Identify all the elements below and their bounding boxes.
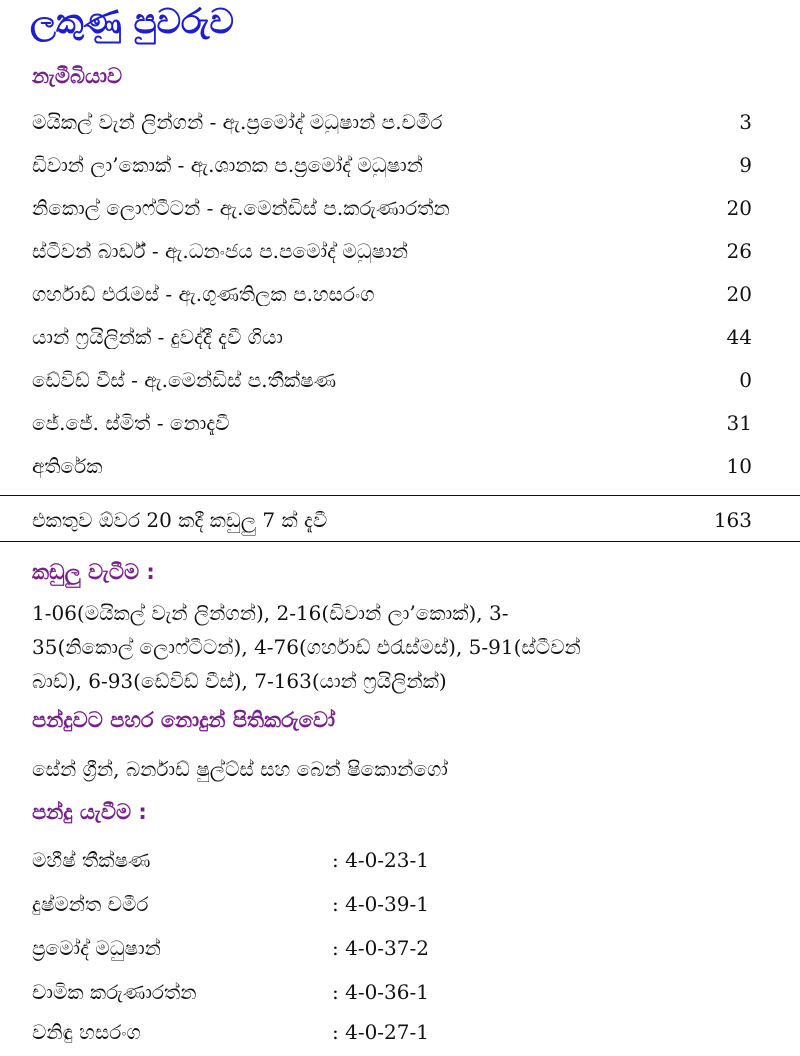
batting-row	[32, 231, 752, 271]
batting-row	[32, 403, 752, 443]
total-row	[32, 500, 752, 540]
bowler-name: මහීෂ් තීක්ෂණ	[32, 848, 151, 872]
extras-label: අතිරේක	[32, 454, 103, 478]
batting-row	[32, 317, 752, 357]
batting-row	[32, 145, 752, 185]
bowling-row	[32, 972, 732, 1012]
bowler-figures: : 4-0-27-1	[332, 1020, 429, 1044]
bowler-name: දුෂ්මන්ත චමීර	[32, 892, 149, 916]
total-label: එකතුව ඕවර 20 කදී කඩුලු 7 ක් දැවී	[32, 508, 328, 532]
bowling-row	[32, 884, 732, 924]
batting-row	[32, 102, 752, 142]
did-not-bat-text: සේන් ග්‍රීන්, බර්නාඩ් ෂුල්ට්ස් සහ බෙන් ෂිකොන්ගෝ	[32, 757, 448, 781]
batter-name: ගර්හාඩ් එරැමස් - ඇ.ගුණතිලක ප.හසරංග	[32, 282, 375, 306]
bowler-figures: : 4-0-37-2	[332, 936, 429, 960]
batter-runs: 20	[726, 196, 752, 220]
bowler-name: වනිඳු හසරංග	[32, 1020, 141, 1044]
bowler-figures: : 4-0-39-1	[332, 892, 429, 916]
batter-name: ජේ.ජේ. ස්මිත් - නොදැවී	[32, 411, 230, 435]
fow-line: 1-06(මයිකල් වැන් ලින්ගන්), 2-16(ඩිවාන් ලා’කොක්), 3-	[32, 601, 509, 625]
batting-row	[32, 360, 752, 400]
total-divider-bottom	[0, 541, 800, 542]
bowler-figures: : 4-0-23-1	[332, 848, 429, 872]
extras-row	[32, 446, 752, 486]
fow-line: බාඩ්), 6-93(ඩේවිඩ් වීස්), 7-163(යාන් ෆ්‍රයිලින්ක්)	[32, 669, 447, 693]
did-not-bat-heading: පන්දුවට පහර නොදුන් පිතිකරුවෝ	[32, 708, 335, 732]
batter-runs: 9	[739, 153, 752, 177]
batter-runs: 44	[726, 325, 752, 349]
fall-of-wickets-heading: කඩුලු වැටීම :	[32, 560, 155, 584]
fall-of-wickets-text	[32, 596, 772, 698]
batter-runs: 20	[726, 282, 752, 306]
bowler-figures: : 4-0-36-1	[332, 980, 429, 1004]
total-runs: 163	[713, 508, 752, 532]
bowler-name: චාමික කරුණාරත්න	[32, 980, 197, 1004]
fow-line: 35(නිකොල් ලොෆ්ටීටන්), 4-76(ගර්හාඩ් එරැස්මස්), 5-91(ස්ටීවන්	[32, 635, 581, 659]
batter-name: නිකොල් ලොෆ්ටීටන් - ඇ.මෙන්ඩිස් ප.කරුණාරත්න	[32, 196, 450, 220]
batter-runs: 3	[739, 110, 752, 134]
bowling-heading: පන්දු යැවීම :	[32, 800, 147, 824]
batter-runs: 31	[726, 411, 752, 435]
batting-team-heading: නැමීබියාව	[32, 64, 123, 88]
batter-name: මයිකල් වැන් ලින්ගන් - ඇ.ප්‍රමෝද් මධුෂාන් ප.චමීර	[32, 110, 443, 134]
batter-name: ස්ටීවන් බාර්ඩ් - ඇ.ධනංජය ප.පමෝද් මධුෂාන්	[32, 239, 408, 263]
bowler-name: ප්‍රමෝද් මධුෂාන්	[32, 936, 161, 960]
batting-row	[32, 274, 752, 314]
batting-row	[32, 188, 752, 228]
bowling-row	[32, 840, 732, 880]
batter-runs: 26	[726, 239, 752, 263]
bowling-row	[32, 928, 732, 968]
batter-name: ඩේවිඩ් වීස් - ඇ.මෙන්ඩිස් ප.තීක්ෂණ	[32, 368, 337, 392]
batter-name: යාන් ෆ්‍රයිලින්ක් - දුවද්දී දැවී ගියා	[32, 325, 283, 349]
batter-runs: 0	[739, 368, 752, 392]
total-divider-top	[0, 495, 800, 496]
extras-runs: 10	[726, 454, 752, 478]
bowling-row	[32, 1012, 732, 1052]
page-title: ලකුණු පුවරුව	[30, 2, 234, 42]
batter-name: ඩිවාන් ලා’කොක් - ඇ.ශානක ප.ප්‍රමෝද් මධුෂාන්	[32, 153, 423, 177]
